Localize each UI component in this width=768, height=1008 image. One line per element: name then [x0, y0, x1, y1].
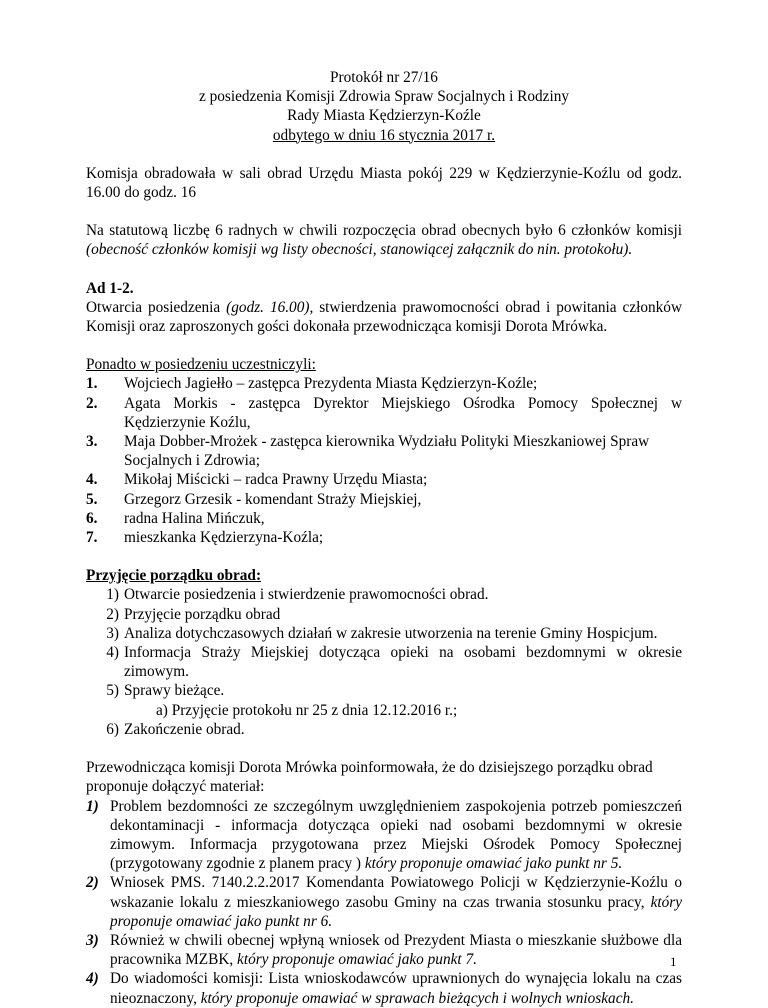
list-item: 4. Mikołaj Miścicki – radca Prawny Urzędu Miasta;	[86, 471, 428, 489]
list-item: 2) Wniosek PMS. 7140.2.2.2017 Komendanta Powiatowego Policji w Kędzierzynie-Koźlu o wskazanie lokalu z mieszkaniowego zasobu Gminy na czas trwania stosunku pracy, który proponuje omawiać jako punkt nr 6.	[86, 874, 682, 930]
list-item: 1. Wojciech Jagiełło – zastępca Prezydenta Miasta Kędzierzyn-Koźle;	[86, 375, 538, 393]
list-item: 5. Grzegorz Grzesik - komendant Straży Miejskiej,	[86, 490, 422, 508]
ad12-text-2: stwierdzenia prawomocności obrad i powitania członków Komisji oraz zaproszonych gości dokonała przewodnicząca komisji Dorota Mrówka.	[86, 298, 682, 336]
list-item: 1) Otwarcie posiedzenia i stwierdzenie prawomocności obrad.	[106, 586, 489, 604]
ad12-heading: Ad 1-2.	[86, 279, 134, 297]
list-item: 7. mieszkanka Kędzierzyna-Koźla;	[86, 529, 324, 547]
proposal-intro: Przewodnicząca komisji Dorota Mrówka poinformowała, że do dzisiejszego porządku obrad proponuje dołączyć materiał:	[86, 759, 653, 796]
list-item: 6. radna Halina Mińczuk,	[86, 509, 265, 527]
list-item: 3) Również w chwili obecnej wpłyną wniosek od Prezydent Miasta o mieszkanie służbowe dla pracownika MZBK, który proponuje omawiać jako punkt 7.	[86, 931, 682, 969]
list-item: 3. Maja Dobber-Mrożek - zastępca kierownika Wydziału Polityki Mieszkaniowej Spraw Socjalnych i Zdrowia;	[86, 433, 650, 470]
quorum-paragraph	[86, 221, 682, 259]
list-item: 4) Informacja Straży Miejskiej dotycząca opieki na osobami bezdomnymi w okresie zimowym.	[106, 644, 682, 681]
list-item: 4) Do wiadomości komisji: Lista wnioskodawców uprawnionych do wynajęcia lokalu na czas nieoznaczony, który proponuje omawiać w sprawach bieżących i wolnych wnioskach.	[86, 970, 682, 1007]
ad12-paragraph	[86, 298, 682, 336]
protocol-subtitle: z posiedzenia Komisji Zdrowia Spraw Socjalnych i Rodziny	[198, 88, 570, 106]
protocol-header	[86, 68, 682, 145]
quorum-text: Na statutową liczbę 6 radnych w chwili rozpoczęcia obrad obecnych było 6 członków komisji	[86, 222, 682, 240]
intro-paragraph: Komisja obradowała w sali obrad Urzędu Miasta pokój 229 w Kędzierzynie-Koźlu od godz. 16.00 do godz. 16	[86, 164, 682, 202]
ad12-time: (godz. 16.00),	[226, 298, 314, 316]
proposal-list	[86, 797, 682, 1008]
agenda-subitem: a) Przyjęcie protokołu nr 25 z dnia 12.12.2016 r.;	[156, 701, 458, 719]
list-item: 2. Agata Morkis - zastępca Dyrektor Miejskiego Ośrodka Pomocy Społecznej w Kędzierzynie Koźlu,	[86, 394, 682, 431]
council-name: Rady Miasta Kędzierzyn-Koźle	[287, 107, 481, 125]
list-item: 1) Problem bezdomności ze szczególnym uwzględnieniem zaspokojenia potrzeb pomieszczeń dekontaminacji - informacja dotycząca opieki nad osobami bezdomnymi w okresie zimowym. Informacja przygotowana przez Miejski Ośrodek Pomocy Społecznej (przygotowany zgodnie z planem pracy ) który proponuje omawiać jako punkt nr 5.	[86, 797, 682, 873]
protocol-title: Protokół nr 27/16	[330, 69, 438, 86]
list-item: 5) Sprawy bieżące.	[106, 682, 225, 700]
agenda-list	[86, 585, 682, 739]
agenda-heading: Przyjęcie porządku obrad:	[86, 567, 262, 585]
list-item: 6) Zakończenie obrad.	[106, 720, 245, 738]
list-item: 2) Przyjęcie porządku obrad	[106, 605, 281, 623]
attendees-heading: Ponadto w posiedzeniu uczestniczyli:	[86, 356, 316, 374]
quorum-note: (obecność członków komisji wg listy obecności, stanowiącej załącznik do nin. protokołu).	[86, 241, 633, 259]
ad12-text-1: Otwarcia posiedzenia	[86, 298, 227, 316]
list-item: 3) Analiza dotychczasowych działań w zakresie utworzenia na terenie Gminy Hospicjum.	[106, 624, 658, 642]
document-body	[86, 68, 682, 1008]
attendees-list	[86, 374, 682, 547]
page-number: 1	[670, 954, 677, 969]
session-date: odbytego w dniu 16 stycznia 2017 r.	[272, 126, 496, 144]
